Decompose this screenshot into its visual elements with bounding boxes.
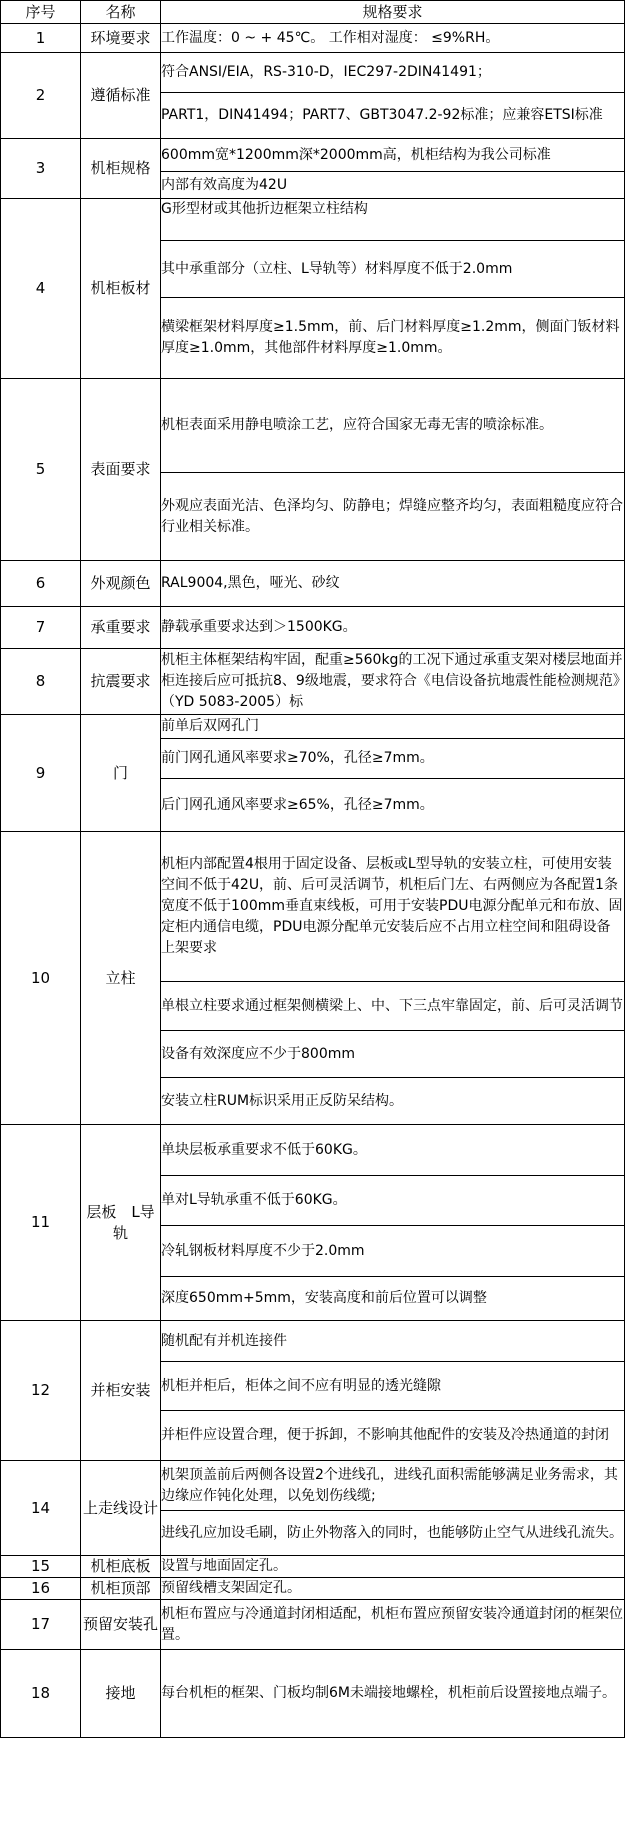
requirement-cell: 单根立柱要求通过框架侧横梁上、中、下三点牢靠固定，前、后可灵活调节 — [161, 982, 625, 1031]
row-name: 抗震要求 — [81, 649, 161, 715]
table-row — [1, 24, 625, 53]
requirement-cell: 进线孔应加设毛刷，防止外物落入的同时，也能够防止空气从进线孔流失。 — [161, 1511, 625, 1556]
table-row — [1, 1650, 625, 1738]
table-row — [1, 607, 625, 649]
requirement-cell: 冷轧钢板材料厚度不少于2.0mm — [161, 1226, 625, 1277]
row-number: 5 — [1, 379, 81, 561]
header-spec: 规格要求 — [161, 1, 625, 24]
row-name: 上走线设计 — [81, 1461, 161, 1556]
requirement-cell: 外观应表面光洁、色泽均匀、防静电；焊缝应整齐均匀，表面粗糙度应符合行业相关标准。 — [161, 473, 625, 561]
header-no: 序号 — [1, 1, 81, 24]
row-name: 并柜安装 — [81, 1321, 161, 1461]
row-number: 11 — [1, 1125, 81, 1321]
row-name: 预留安装孔 — [81, 1600, 161, 1650]
requirement-cell: 横梁框架材料厚度≥1.5mm，前、后门材料厚度≥1.2mm，侧面门钣材料厚度≥1.0mm，其他部件材料厚度≥1.0mm。 — [161, 298, 625, 379]
row-number: 2 — [1, 53, 81, 139]
row-name: 机柜板材 — [81, 199, 161, 379]
row-name: 机柜规格 — [81, 139, 161, 199]
row-name: 层板 L导轨 — [81, 1125, 161, 1321]
row-number: 6 — [1, 561, 81, 607]
row-number: 1 — [1, 24, 81, 53]
table-row — [1, 1600, 625, 1650]
row-number: 15 — [1, 1556, 81, 1578]
row-name: 机柜底板 — [81, 1556, 161, 1578]
header-name: 名称 — [81, 1, 161, 24]
row-number: 10 — [1, 832, 81, 1125]
row-name: 遵循标准 — [81, 53, 161, 139]
requirement-cell: 深度650mm+5mm，安装高度和前后位置可以调整 — [161, 1277, 625, 1321]
requirement-cell: 设置与地面固定孔。 — [161, 1556, 625, 1578]
requirement-cell: 单块层板承重要求不低于60KG。 — [161, 1125, 625, 1176]
requirement-cell: RAL9004,黑色，哑光、砂纹 — [161, 561, 625, 607]
requirement-cell: 机柜并柜后，柜体之间不应有明显的透光缝隙 — [161, 1362, 625, 1411]
requirement-cell: 前单后双网孔门 — [161, 715, 625, 739]
row-number: 16 — [1, 1578, 81, 1600]
requirement-cell: 内部有效高度为42U — [161, 172, 625, 199]
requirement-cell: 机架顶盖前后两侧各设置2个进线孔，进线孔面积需能够满足业务需求，其边缘应作钝化处理，以免划伤线缆; — [161, 1461, 625, 1511]
row-name: 机柜顶部 — [81, 1578, 161, 1600]
table-row — [1, 53, 625, 93]
table-row — [1, 832, 625, 982]
table-row — [1, 1321, 625, 1362]
row-name: 门 — [81, 715, 161, 832]
requirement-cell: 其中承重部分（立柱、L导轨等）材料厚度不低于2.0mm — [161, 241, 625, 298]
table-row — [1, 1578, 625, 1600]
row-name: 环境要求 — [81, 24, 161, 53]
row-number: 8 — [1, 649, 81, 715]
row-number: 7 — [1, 607, 81, 649]
table-row — [1, 1461, 625, 1511]
row-name: 立柱 — [81, 832, 161, 1125]
requirement-cell: 单对L导轨承重不低于60KG。 — [161, 1176, 625, 1226]
table-row — [1, 649, 625, 715]
row-number: 3 — [1, 139, 81, 199]
row-number: 12 — [1, 1321, 81, 1461]
requirement-cell: 设备有效深度应不少于800mm — [161, 1031, 625, 1078]
row-name: 表面要求 — [81, 379, 161, 561]
requirement-cell: 机柜主体框架结构牢固，配重≥560kg的工况下通过承重支架对楼层地面并柜连接后应可抵抗8、9级地震，要求符合《电信设备抗地震性能检测规范》（YD 5083-2005）标 — [161, 649, 625, 715]
requirement-cell: 机柜表面采用静电喷涂工艺，应符合国家无毒无害的喷涂标准。 — [161, 379, 625, 473]
row-name: 外观颜色 — [81, 561, 161, 607]
requirement-cell: 静载承重要求达到＞1500KG。 — [161, 607, 625, 649]
requirement-cell: 符合ANSI/EIA，RS-310-D，IEC297-2DIN41491； — [161, 53, 625, 93]
header-row — [1, 1, 625, 24]
row-number: 4 — [1, 199, 81, 379]
requirement-cell: 前门网孔通风率要求≥70%，孔径≥7mm。 — [161, 739, 625, 779]
table-row — [1, 199, 625, 241]
row-number: 17 — [1, 1600, 81, 1650]
requirement-cell: G形型材或其他折边框架立柱结构 — [161, 199, 625, 241]
row-number: 18 — [1, 1650, 81, 1738]
table-row — [1, 1556, 625, 1578]
requirement-cell: 并柜件应设置合理，便于拆卸，不影响其他配件的安装及冷热通道的封闭 — [161, 1411, 625, 1461]
requirement-cell: 每台机柜的框架、门板均制6M未端接地螺栓，机柜前后设置接地点端子。 — [161, 1650, 625, 1738]
requirement-cell: 后门网孔通风率要求≥65%，孔径≥7mm。 — [161, 779, 625, 832]
row-name: 承重要求 — [81, 607, 161, 649]
table-row — [1, 1125, 625, 1176]
table-row — [1, 379, 625, 473]
requirement-cell: PART1，DIN41494；PART7、GBT3047.2-92标准；应兼容ETSI标准 — [161, 93, 625, 139]
table-row — [1, 139, 625, 172]
requirement-cell: 机柜内部配置4根用于固定设备、层板或L型导轨的安装立柱，可使用安装空间不低于42U，前、后可灵活调节，机柜后门左、右两侧应为各配置1条宽度不低于100mm垂直束线板，可用于安装PDU电源分配单元和布放、固定柜内通信电缆，PDU电源分配单元安装后应不占用立柱空间和阻碍设备上架要求 — [161, 832, 625, 982]
requirement-cell: 600mm宽*1200mm深*2000mm高，机柜结构为我公司标准 — [161, 139, 625, 172]
table-row — [1, 561, 625, 607]
requirement-cell: 工作温度：0 ~ + 45℃。 工作相对湿度： ≤9%RH。 — [161, 24, 625, 53]
row-name: 接地 — [81, 1650, 161, 1738]
requirement-cell: 预留线槽支架固定孔。 — [161, 1578, 625, 1600]
requirement-cell: 安装立柱RUM标识采用正反防呆结构。 — [161, 1078, 625, 1125]
requirement-cell: 机柜布置应与冷通道封闭相适配，机柜布置应预留安装冷通道封闭的框架位置。 — [161, 1600, 625, 1650]
table-row — [1, 715, 625, 739]
row-number: 14 — [1, 1461, 81, 1556]
requirement-cell: 随机配有并机连接件 — [161, 1321, 625, 1362]
row-number: 9 — [1, 715, 81, 832]
